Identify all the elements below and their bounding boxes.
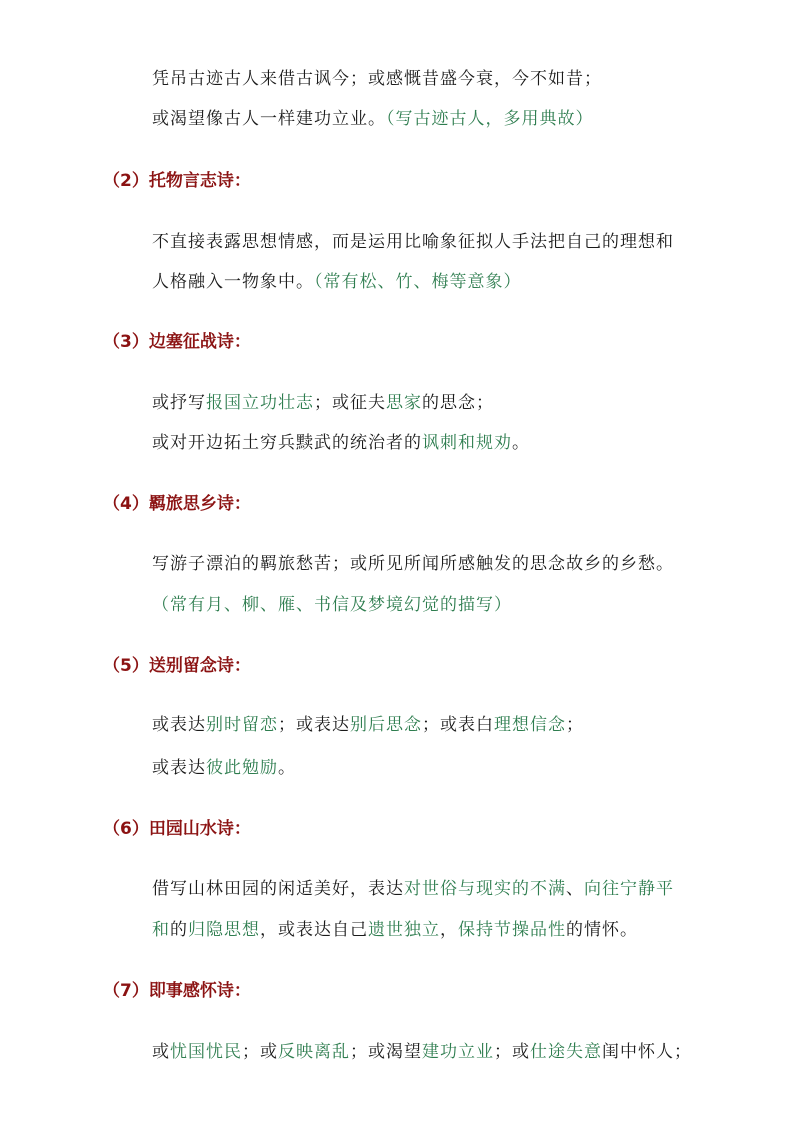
s3-text-3: 的思念； <box>422 393 494 413</box>
s3-text-4: 或对开边拓土穷兵黩武的统治者的 <box>152 433 422 453</box>
s3-key-3: 讽刺和规劝 <box>422 433 512 453</box>
s7-key-2: 反映离乱 <box>278 1042 350 1062</box>
s6-text-1: 借写山林田园的闲适美好，表达 <box>152 879 404 899</box>
s3-line-2 <box>152 431 530 455</box>
s7-text-4: ；或 <box>494 1042 530 1062</box>
intro-note: （写古迹古人，多用典故） <box>386 109 594 129</box>
s3-line-1 <box>152 391 494 415</box>
s6-text-6: 的情怀。 <box>566 920 638 940</box>
section-heading-5: （5）送别留念诗： <box>103 656 251 676</box>
s3-text-2: ；或征夫 <box>314 393 386 413</box>
s3-text-1: 或抒写 <box>152 393 206 413</box>
s3-key-1: 报国立功壮志 <box>206 393 314 413</box>
s2-line-2-text: 人格融入一物象中。 <box>152 272 314 292</box>
s2-line-1: 不直接表露思想情感，而是运用比喻象征拟人手法把自己的理想和 <box>152 232 674 252</box>
s4-note: （常有月、柳、雁、书信及梦境幻觉的描写） <box>152 595 512 615</box>
s6-text-4: ，或表达自己 <box>260 920 368 940</box>
s6-key-2: 向往宁静平 <box>584 879 674 899</box>
s5-text-2: ；或表达 <box>278 715 350 735</box>
section-heading-2: （2）托物言志诗： <box>103 171 251 191</box>
s2-note: （常有松、竹、梅等意象） <box>314 272 522 292</box>
s3-text-5: 。 <box>512 433 530 453</box>
s6-line-1 <box>152 877 674 901</box>
s2-line-2 <box>152 270 522 294</box>
s4-line-1: 写游子漂泊的羁旅愁苦；或所见所闻所感触发的思念故乡的乡愁。 <box>152 554 674 574</box>
s7-key-1: 忧国忧民 <box>170 1042 242 1062</box>
s5-text-3: ；或表白 <box>422 715 494 735</box>
s7-key-3: 建功立业 <box>422 1042 494 1062</box>
s5-text-4: ； <box>566 715 584 735</box>
section-heading-7: （7）即事感怀诗： <box>103 981 251 1001</box>
s3-key-2: 思家 <box>386 393 422 413</box>
s5-key-2: 别后思念 <box>350 715 422 735</box>
s7-text-5: 闺中怀人； <box>602 1042 692 1062</box>
s7-key-4: 仕途失意 <box>530 1042 602 1062</box>
s6-line-2 <box>152 918 638 942</box>
s7-text-3: ；或渴望 <box>350 1042 422 1062</box>
s6-key-3: 和 <box>152 920 170 940</box>
section-heading-3: （3）边塞征战诗： <box>103 332 251 352</box>
section-heading-6: （6）田园山水诗： <box>103 819 251 839</box>
s5-text-5: 或表达 <box>152 758 206 778</box>
s5-line-2 <box>152 756 296 780</box>
s6-key-6: 保持节操品性 <box>458 920 566 940</box>
s5-text-1: 或表达 <box>152 715 206 735</box>
intro-line-1: 凭吊古迹古人来借古讽今；或感慨昔盛今衰，今不如昔； <box>152 69 602 89</box>
s6-text-2: 、 <box>566 879 584 899</box>
s5-key-1: 别时留恋 <box>206 715 278 735</box>
s7-line-1 <box>152 1040 692 1064</box>
s6-key-5: 遗世独立 <box>368 920 440 940</box>
s6-text-3: 的 <box>170 920 188 940</box>
s7-text-1: 或 <box>152 1042 170 1062</box>
s6-text-5: ， <box>440 920 458 940</box>
intro-line-2-text: 或渴望像古人一样建功立业。 <box>152 109 386 129</box>
s7-text-2: ；或 <box>242 1042 278 1062</box>
s5-key-3: 理想信念 <box>494 715 566 735</box>
s6-key-1: 对世俗与现实的不满 <box>404 879 566 899</box>
s5-key-4: 彼此勉励 <box>206 758 278 778</box>
s5-line-1 <box>152 713 584 737</box>
s5-text-6: 。 <box>278 758 296 778</box>
s6-key-4: 归隐思想 <box>188 920 260 940</box>
section-heading-4: （4）羁旅思乡诗： <box>103 494 251 514</box>
intro-line-2 <box>152 107 594 131</box>
